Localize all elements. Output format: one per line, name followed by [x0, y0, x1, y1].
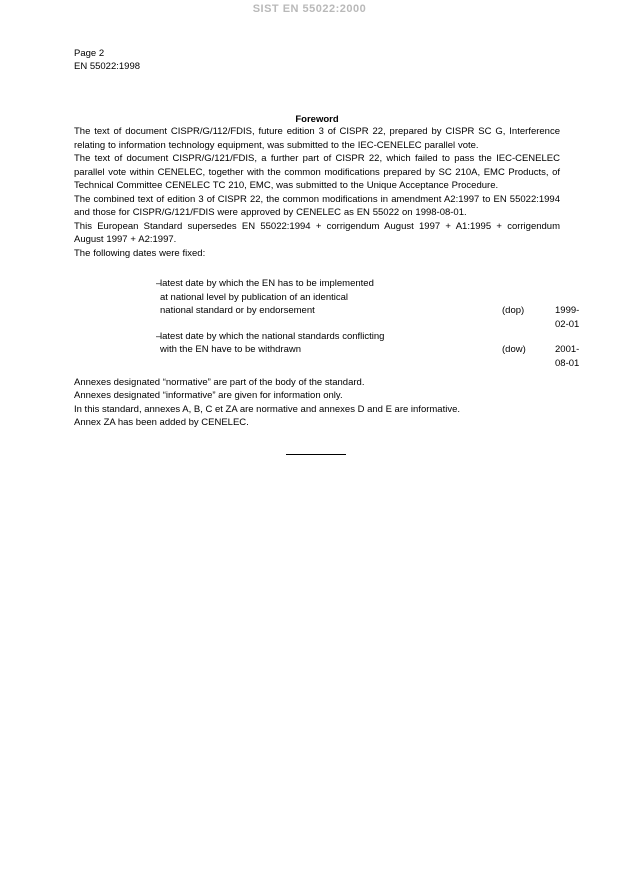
dates-list [74, 277, 580, 369]
section-title: Foreword [295, 114, 339, 125]
list-item-line: with the EN have to be withdrawn [160, 344, 301, 355]
date-code-label: (dop) [502, 305, 525, 316]
list-item-line: at national level by publication of an identical [160, 291, 349, 303]
list-item [74, 330, 580, 369]
annex-notes [74, 376, 560, 430]
page-number-label: Page 2 [74, 48, 105, 59]
page-content [74, 48, 580, 455]
list-item [74, 277, 580, 330]
annex-note-line: In this standard, annexes A, B, C et ZA are normative and annexes D and E are informative. [74, 403, 461, 415]
date-value: 1999-02-01 [555, 305, 580, 330]
list-item-date-row [160, 343, 580, 369]
foreword-paragraph-1: The text of document CISPR/G/112/FDIS, future edition 3 of CISPR 22, prepared by CISPR SC G, Interference relating to information technology equipment, was submitted to the IEC-CENELEC parallel vote. [74, 126, 560, 151]
list-item-line: national standard or by endorsement [160, 305, 315, 316]
annex-note-line: Annexes designated “normative” are part of the body of the standard. [74, 376, 365, 388]
page-header [74, 48, 560, 73]
watermark-text: SIST EN 55022:2000 [252, 3, 367, 15]
foreword-paragraph-3: The combined text of edition 3 of CISPR 22, the common modifications in amendment A2:1997 to EN 55022:1994 and those for CISPR/G/121/FDIS were approved by CENELEC as EN 55022 on 1998-08-01. [74, 193, 560, 218]
date-value: 2001-08-01 [555, 344, 580, 369]
annex-note-line: Annex ZA has been added by CENELEC. [74, 417, 249, 428]
list-item-line: latest date by which the EN has to be implemented [160, 278, 374, 289]
standard-id-label: EN 55022:1998 [74, 60, 141, 72]
list-item-date-row [160, 304, 580, 330]
date-code-label: (dow) [502, 344, 526, 355]
dates-intro-text: The following dates were fixed: [74, 247, 206, 259]
list-item-line: latest date by which the national standards conflicting [160, 330, 385, 342]
foreword-paragraph-4: This European Standard supersedes EN 55022:1994 + corrigendum August 1997 + A1:1995 + corrigendum August 1997 + A2:1997. [74, 220, 560, 245]
foreword-paragraph-2: The text of document CISPR/G/121/FDIS, a further part of CISPR 22, which failed to pass the IEC-CENELEC parallel vote within CENELEC, together with the common modifications prepared by SC 210A, EMC Products, of Technical Committee CENELEC TC 210, EMC, was submitted to the Unique Acceptance Procedure. [74, 153, 560, 191]
annex-note-line: Annexes designated “informative” are given for information only. [74, 390, 343, 401]
dash-bullet-icon: – [156, 330, 162, 342]
dash-bullet-icon: – [156, 278, 162, 289]
section-divider [286, 454, 346, 455]
